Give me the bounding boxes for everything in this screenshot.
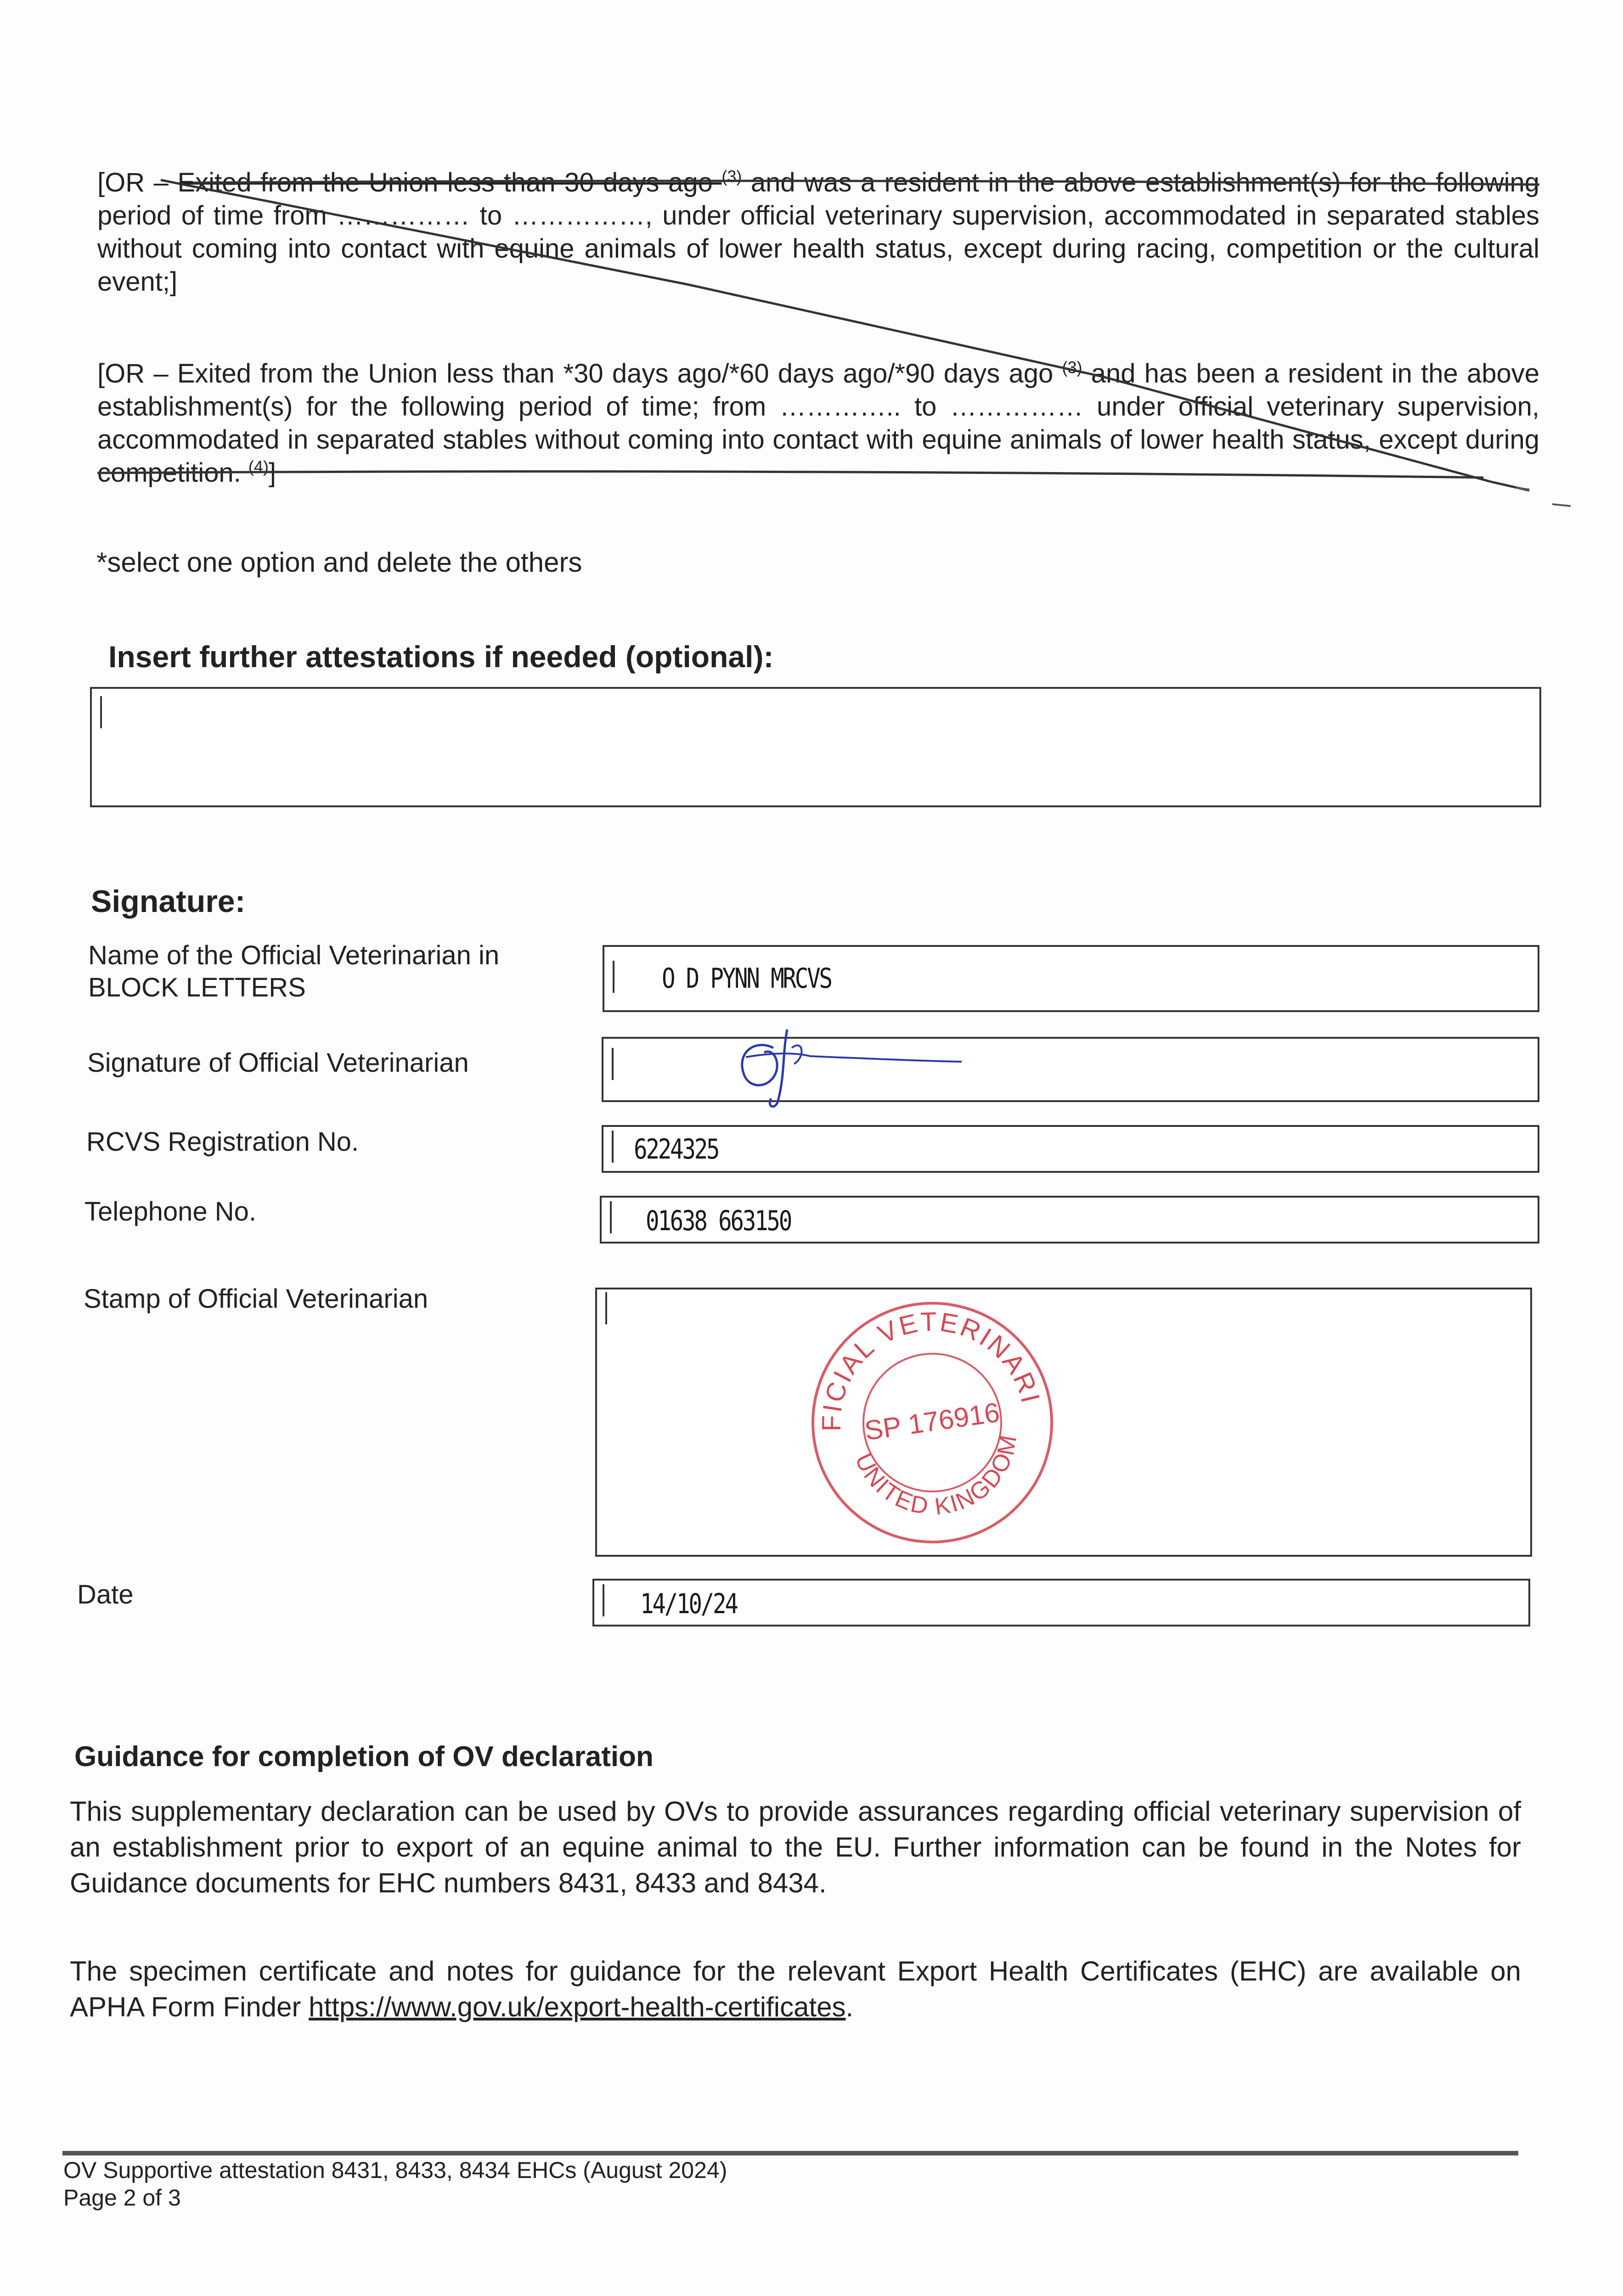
clause-2-dots-to: …………… xyxy=(950,392,1083,422)
ov-name-field[interactable] xyxy=(603,945,1539,1012)
rcvs-field[interactable] xyxy=(602,1125,1539,1173)
text-cursor xyxy=(612,1048,614,1080)
clause-1-rest: under official veterinary supervision, accommodated in separated stables without coming into contact with equine animals of lower health status, except during racing, competition or the cultural event;] xyxy=(97,201,1540,297)
deletion-strokes xyxy=(0,0,1623,528)
clause-2-footnote-3: (3) xyxy=(1062,358,1082,377)
text-cursor xyxy=(613,961,614,993)
signature-label: Signature of Official Veterinarian xyxy=(87,1048,469,1078)
clause-2-end: ] xyxy=(268,458,276,488)
official-veterinarian-stamp xyxy=(799,1289,1065,1556)
stamp-top-text: OFFICIAL VETERINARIAN xyxy=(816,1306,1046,1432)
clause-1-prefix: [OR – xyxy=(97,168,178,197)
clause-2-text-a: [OR – Exited from the Union less than *30 days ago/*60 days ago/*90 days ago xyxy=(97,359,1062,388)
date-label: Date xyxy=(77,1580,134,1609)
guidance-paragraph-1 xyxy=(70,1794,1521,1901)
guidance-text-2: The specimen certificate and notes for guidance for the relevant Export Health Certificates (EHC) are available on APHA Form Finder xyxy=(70,1956,1521,2022)
text-cursor xyxy=(603,1584,604,1616)
stamp-bottom-text: UNITED KINGDOM xyxy=(850,1432,1022,1520)
text-cursor xyxy=(612,1131,614,1163)
rcvs-label: RCVS Registration No. xyxy=(86,1127,359,1157)
clause-2-text-b: and has been a resident in the above establishment(s) for the following period of time; from xyxy=(97,359,1539,422)
signature-field[interactable] xyxy=(602,1037,1539,1102)
clause-1-dots-to: ……………, xyxy=(512,201,653,231)
strike-line-clause-1-top xyxy=(193,181,1539,185)
stamp-label: Stamp of Official Veterinarian xyxy=(84,1284,428,1314)
signature-heading: Signature: xyxy=(91,884,246,919)
stamp-center-text: SP 176916 xyxy=(862,1396,1002,1446)
strike-line-clause-2-bottom xyxy=(97,472,1483,478)
guidance-paragraph-2 xyxy=(70,1953,1521,2025)
stray-mark xyxy=(1516,488,1571,506)
clause-1-footnote: (3) xyxy=(721,167,742,186)
guidance-text-1: This supplementary declaration can be used by OVs to provide assurances regarding official veterinary supervision of an establishment prior to export of an equine animal to the EU. Further information can be found in the Notes for Guidance documents for EHC numbers 8431, 8433 and 8434. xyxy=(70,1796,1521,1898)
text-cursor xyxy=(610,1201,612,1233)
date-value: 14/10/24 xyxy=(640,1588,737,1620)
text-cursor xyxy=(100,696,102,728)
ov-name-value: O D PYNN MRCVS xyxy=(662,962,831,995)
footer-title: OV Supportive attestation 8431, 8433, 8434 EHCs (August 2024) xyxy=(63,2157,727,2183)
clause-1-to: to xyxy=(479,201,502,231)
ov-name-label: Name of the Official Veterinarian in BLOCK LETTERS xyxy=(88,940,500,1002)
footer-page-number: Page 2 of 3 xyxy=(63,2185,181,2211)
clause-2-dots-from: ………….. xyxy=(779,392,901,422)
stamp-field[interactable] xyxy=(595,1288,1532,1557)
clause-1-struck-text: Exited from the Union less than 30 days ago xyxy=(177,168,722,197)
export-health-certificates-link[interactable]: https://www.gov.uk/export-health-certificates xyxy=(309,1992,846,2022)
guidance-heading: Guidance for completion of OV declaration xyxy=(74,1741,654,1773)
phone-value: 01638 663150 xyxy=(646,1205,791,1237)
guidance-text-2-end: . xyxy=(845,1992,854,2022)
handwritten-signature xyxy=(718,1020,975,1121)
rcvs-value: 6224325 xyxy=(634,1133,719,1165)
clause-2-footnote-4: (4) xyxy=(248,457,269,476)
further-attestations-heading: Insert further attestations if needed (optional): xyxy=(108,640,774,674)
clause-2-text-c: under official veterinary supervision, accommodated in separated stables without coming into contact with equine animals of lower health status, except during competition. xyxy=(97,392,1539,488)
clause-2-to: to xyxy=(914,392,937,422)
phone-field[interactable] xyxy=(600,1196,1539,1244)
text-cursor xyxy=(605,1292,607,1324)
clause-1-middle: and was a resident in the above establishment(s) for the following period of time from xyxy=(97,168,1539,231)
further-attestations-field[interactable] xyxy=(90,687,1541,807)
diagonal-strike-line xyxy=(161,180,1529,490)
date-field[interactable] xyxy=(592,1579,1530,1626)
clause-1-dots-from: …………… xyxy=(337,201,470,231)
footer-rule xyxy=(62,2151,1518,2155)
phone-label: Telephone No. xyxy=(85,1197,257,1227)
select-option-note: *select one option and delete the others xyxy=(96,547,582,578)
